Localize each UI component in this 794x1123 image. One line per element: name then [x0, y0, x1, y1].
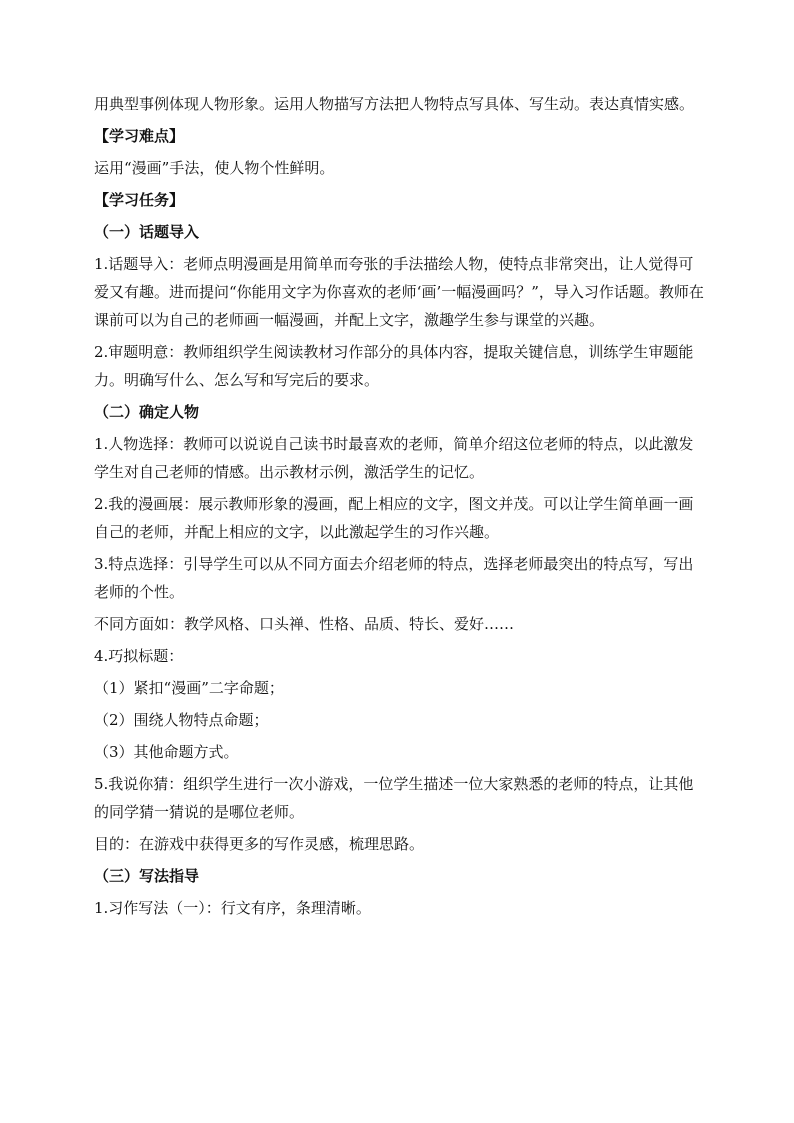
paragraph-aspects: 不同方面如：教学风格、口头禅、性格、品质、特长、爱好…… — [94, 615, 515, 633]
section-heading-tasks: 【学习任务】 — [94, 191, 185, 209]
subheading-choose-person: （二）确定人物 — [94, 403, 200, 421]
list-item-title-3: （3）其他命题方式。 — [94, 743, 239, 761]
paragraph-difficulties: 运用“漫画”手法，使人物个性鲜明。 — [94, 159, 335, 177]
paragraph-purpose: 目的：在游戏中获得更多的写作灵感，梳理思路。 — [94, 835, 425, 853]
paragraph-comic-show: 2.我的漫画展：展示教师形象的漫画，配上相应的文字，图文并茂。可以让学生简单画一画自己的老师，并配上相应的文字，以此激起学生的习作兴趣。 — [94, 495, 694, 541]
paragraph-writing-method-1: 1.习作写法（一）：行文有序，条理清晰。 — [94, 899, 371, 917]
subheading-topic-intro: （一）话题导入 — [94, 223, 200, 241]
paragraph-guess-game: 5.我说你猜：组织学生进行一次小游戏，一位学生描述一位大家熟悉的老师的特点，让其他的同学猜一猜说的是哪位老师。 — [94, 775, 694, 821]
list-item-title-1: （1）紧扣“漫画”二字命题； — [94, 679, 284, 697]
paragraph-titles: 4.巧拟标题： — [94, 647, 184, 665]
paragraph-objectives-continued: 用典型事例体现人物形象。运用人物描写方法把人物特点写具体、写生动。表达真情实感。 — [94, 95, 695, 113]
section-heading-difficulties: 【学习难点】 — [94, 127, 185, 145]
paragraph-trait-selection: 3.特点选择：引导学生可以从不同方面去介绍老师的特点，选择老师最突出的特点写，写出老师的个性。 — [94, 555, 694, 601]
list-item-title-2: （2）围绕人物特点命题； — [94, 711, 269, 729]
subheading-writing-guide: （三）写法指导 — [94, 867, 200, 885]
paragraph-person-selection: 1.人物选择：教师可以说说自己读书时最喜欢的老师，简单介绍这位老师的特点，以此激发学生对自己老师的情感。出示教材示例，激活学生的记忆。 — [94, 435, 694, 481]
document-page — [94, 90, 708, 926]
paragraph-review-topic: 2.审题明意：教师组织学生阅读教材习作部分的具体内容，提取关键信息，训练学生审题能力。明确写什么、怎么写和写完后的要求。 — [94, 343, 694, 389]
paragraph-topic-intro: 1.话题导入：老师点明漫画是用简单而夸张的手法描绘人物，使特点非常突出，让人觉得可爱又有趣。进而提问“你能用文字为你喜欢的老师‘画’一幅漫画吗？”，导入习作话题。教师在课前可以为自己的老师画一幅漫画，并配上文字，激趣学生参与课堂的兴趣。 — [94, 255, 704, 329]
